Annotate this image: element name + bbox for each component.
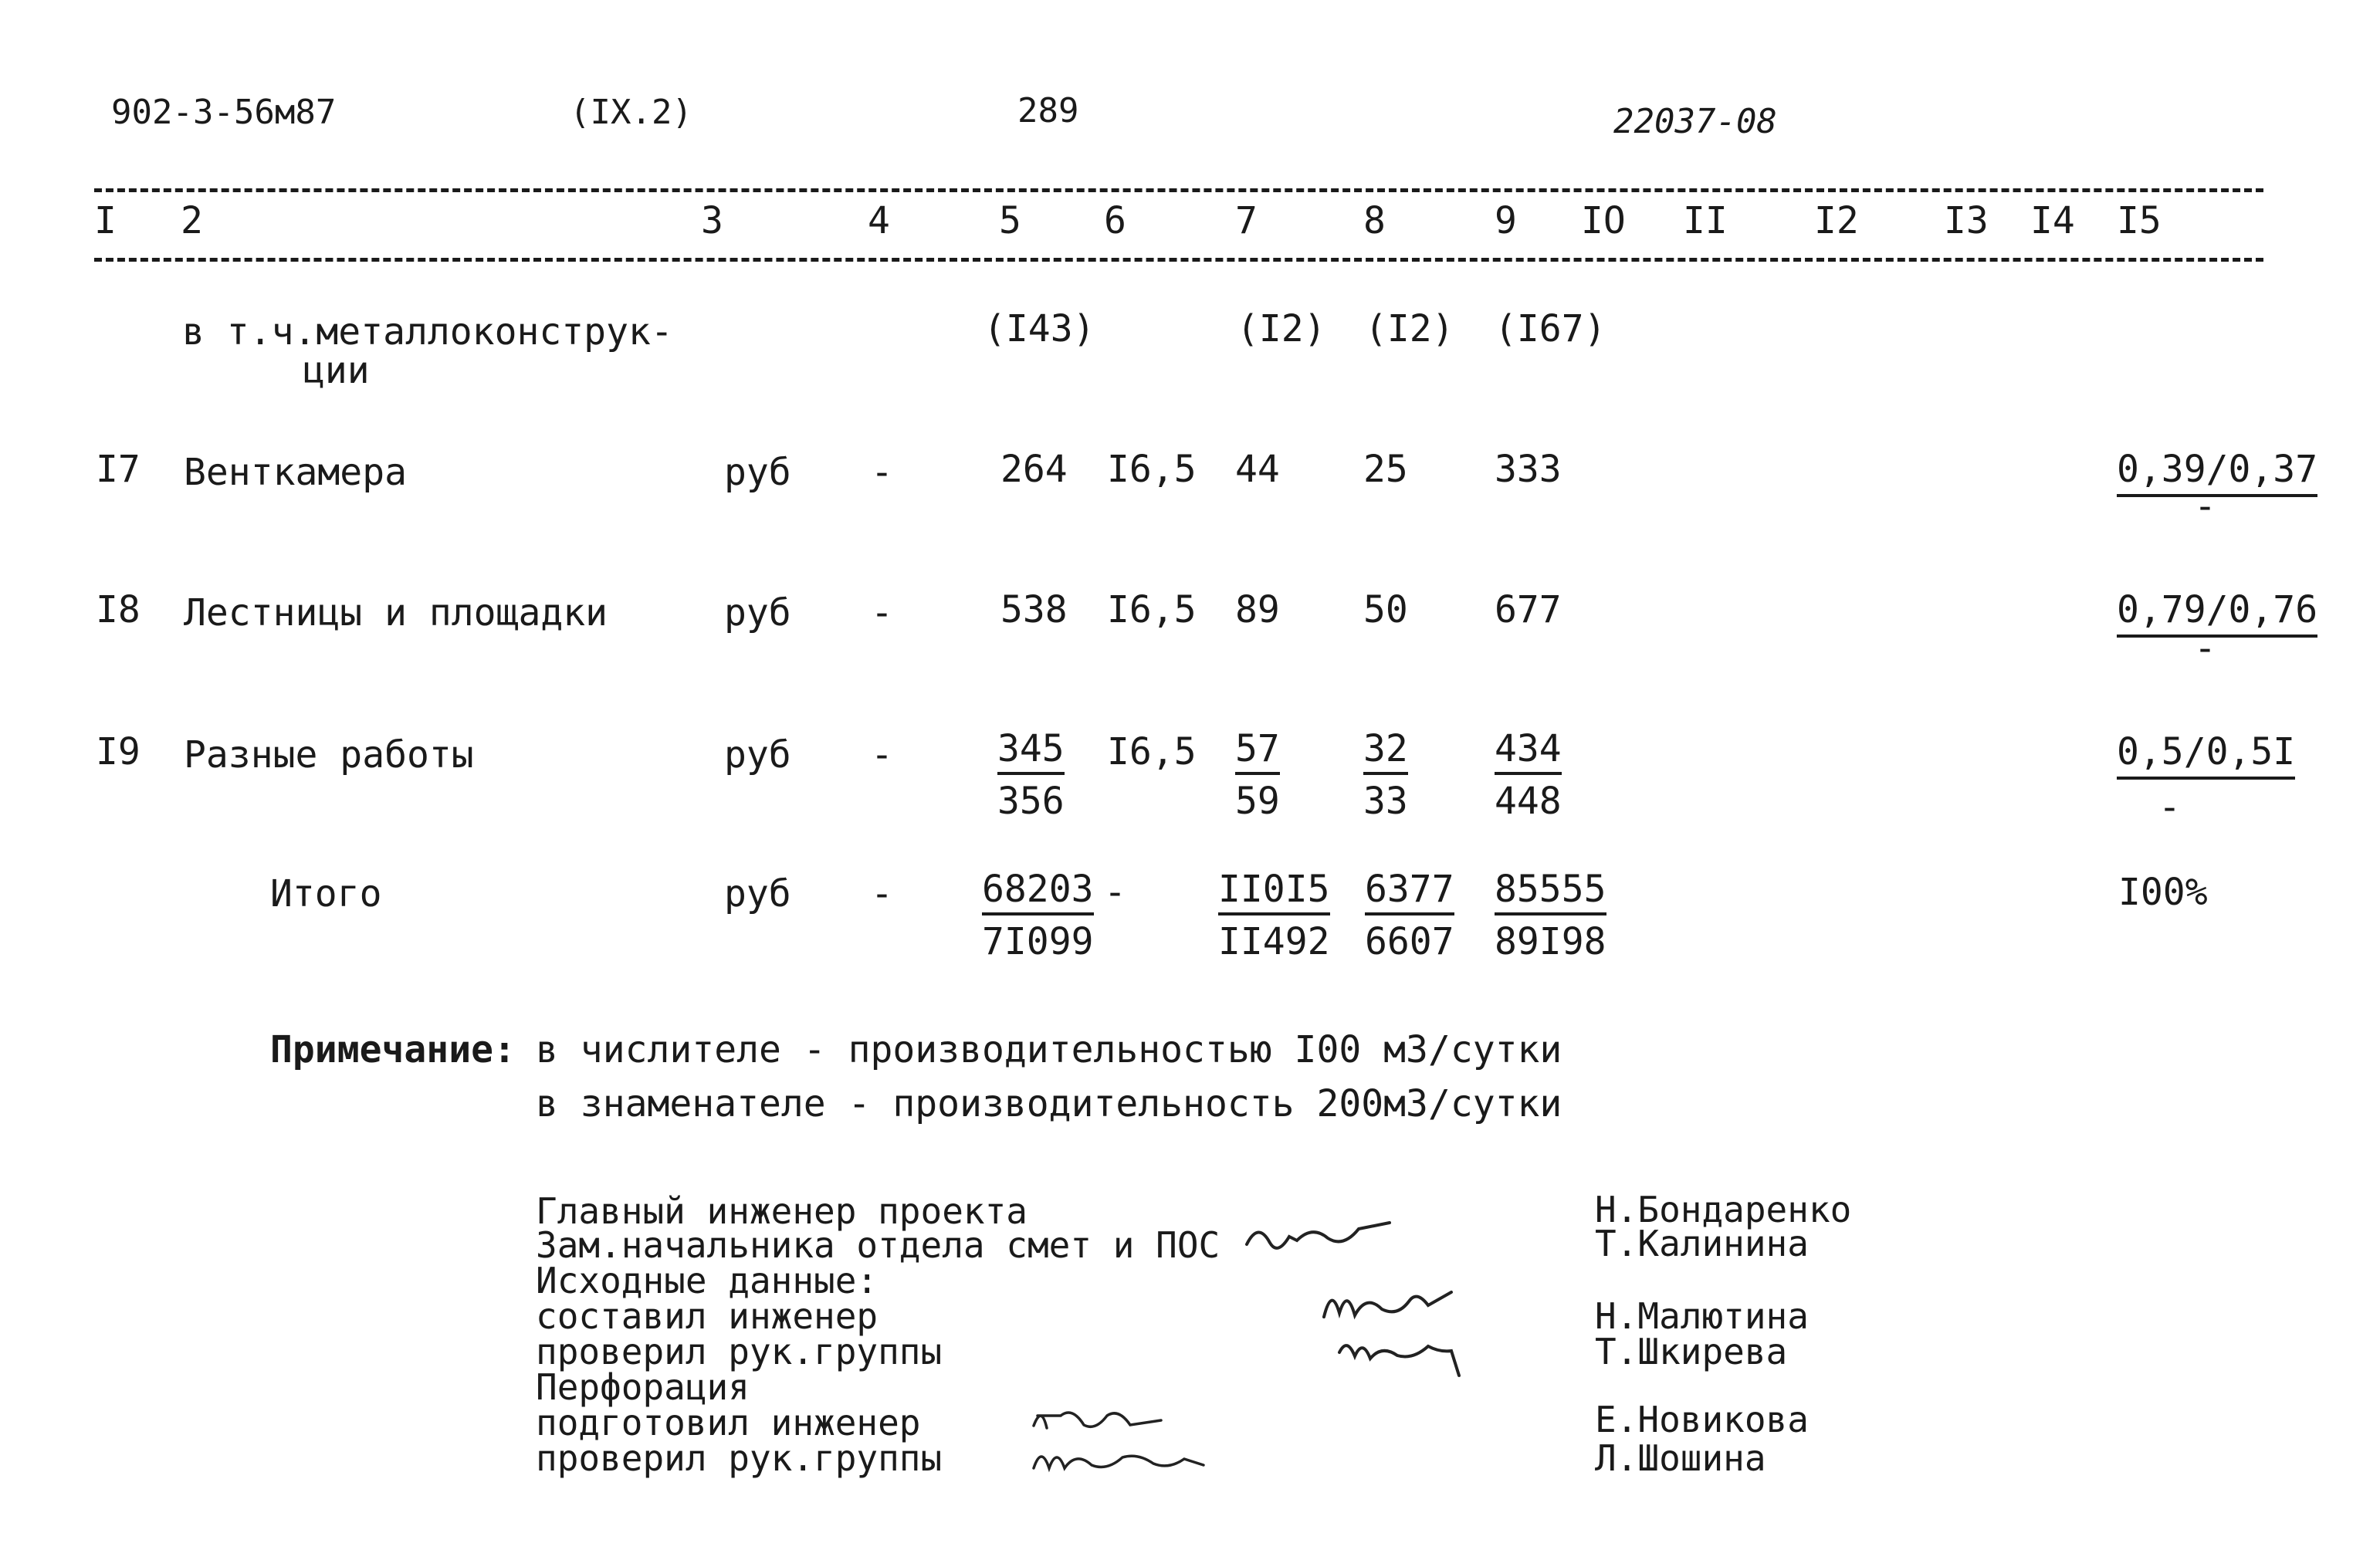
fraction-numerator: 57 (1235, 730, 1280, 775)
row-unit: руб (724, 591, 791, 635)
page-number: 289 (1017, 91, 1079, 130)
row-number: I7 (96, 448, 140, 491)
signatory-name: Л.Шошина (1595, 1437, 1766, 1479)
cell-col9: (I67) (1495, 307, 1606, 350)
fraction-numerator: 85555 (1495, 871, 1606, 915)
handwritten-signature (1320, 1278, 1467, 1325)
column-header: II (1683, 199, 1728, 242)
row-label-continued: ции (303, 349, 370, 392)
cell-col15-dash: - (2158, 786, 2181, 829)
cell-col4: - (871, 451, 893, 494)
fraction-denominator: 356 (997, 780, 1065, 823)
signatory-name: Т.Шкирева (1595, 1331, 1788, 1372)
row-name: Итого (270, 872, 382, 915)
cell-col8: (I2) (1365, 307, 1454, 350)
cell-col9: 677 (1495, 588, 1562, 631)
cell-col7-fraction (1218, 868, 1330, 963)
column-header: I4 (2030, 199, 2075, 242)
cell-col6: I6,5 (1107, 448, 1197, 491)
cell-col7-fraction (1235, 727, 1280, 823)
cell-col9: 333 (1495, 448, 1562, 491)
cell-col5-fraction (997, 727, 1065, 823)
table-top-rule (94, 188, 2263, 192)
column-header: I3 (1944, 199, 1989, 242)
row-label: в т.ч.металлоконструк- (182, 310, 673, 354)
cell-col8-fraction (1363, 727, 1408, 823)
column-header: 3 (701, 199, 723, 242)
cell-col6: I6,5 (1107, 730, 1197, 773)
cell-col4: - (871, 591, 893, 635)
fraction-denominator: 59 (1235, 780, 1280, 823)
column-header: I5 (2117, 199, 2162, 242)
signature-role: Зам.начальника отдела смет и ПОС (536, 1224, 1220, 1266)
cell-col5: 538 (1000, 588, 1068, 631)
row-unit: руб (724, 872, 791, 915)
row-unit: руб (724, 451, 791, 494)
column-header: 6 (1104, 199, 1126, 242)
column-header: I2 (1814, 199, 1859, 242)
cell-col5: 264 (1000, 448, 1068, 491)
signatory-name: Т.Калинина (1595, 1223, 1809, 1264)
signature-role: проверил рук.группы (536, 1437, 943, 1479)
row-unit: руб (724, 733, 791, 777)
cell-col7: (I2) (1237, 307, 1326, 350)
row-name: Венткамера (184, 451, 407, 494)
column-header: 5 (999, 199, 1021, 242)
cell-col15: I00% (2118, 871, 2208, 914)
row-name: Разные работы (184, 733, 474, 777)
cell-col4: - (871, 733, 893, 777)
fraction-denominator: 89I98 (1495, 920, 1606, 963)
row-name: Лестницы и площадки (184, 591, 608, 635)
handwritten-signature (1030, 1399, 1169, 1437)
cell-col9-fraction (1495, 868, 1606, 963)
cell-col15: 0,39/0,37 (2117, 448, 2317, 497)
cell-col8: 50 (1363, 588, 1408, 631)
signatory-name: Н.Малютина (1595, 1295, 1809, 1337)
signature-role: подготовил инженер (536, 1402, 921, 1443)
fraction-denominator: 33 (1363, 780, 1408, 823)
fraction-numerator: 6377 (1365, 871, 1454, 915)
cell-col5-fraction (982, 868, 1094, 963)
column-header: IO (1581, 199, 1626, 242)
cell-col7: 89 (1235, 588, 1280, 631)
fraction-numerator: II0I5 (1218, 871, 1330, 915)
fraction-numerator: 345 (997, 730, 1065, 775)
cell-col9-fraction (1495, 727, 1562, 823)
signature-role: Перфорация (536, 1366, 750, 1408)
cell-col8: 25 (1363, 448, 1408, 491)
sheet-code: 22037-08 (1613, 102, 1777, 141)
signature-role: составил инженер (536, 1295, 879, 1337)
fraction-denominator: 7I099 (982, 920, 1094, 963)
fraction-denominator: 448 (1495, 780, 1562, 823)
cell-col15: 0,79/0,76 (2117, 588, 2317, 638)
note-line-2: в знаменателе - производительность 200м3/сутки (536, 1082, 1562, 1125)
signature-role: проверил рук.группы (536, 1331, 943, 1372)
fraction-numerator: 32 (1363, 730, 1408, 775)
fraction-numerator: 68203 (982, 871, 1094, 915)
signature-role: Исходные данные: (536, 1260, 879, 1301)
handwritten-signature (1243, 1213, 1397, 1260)
fraction-denominator: 6607 (1365, 920, 1454, 963)
column-header: 9 (1495, 199, 1517, 242)
fraction-denominator: II492 (1218, 920, 1330, 963)
fraction-numerator: 434 (1495, 730, 1562, 775)
signature-role: Главный инженер проекта (536, 1190, 1027, 1232)
column-header: 4 (868, 199, 890, 242)
document-code: 902-3-56м87 (111, 93, 337, 132)
cell-col7: 44 (1235, 448, 1280, 491)
signatory-name: Е.Новикова (1595, 1399, 1809, 1440)
cell-col4: - (871, 872, 893, 915)
row-number: I8 (96, 588, 140, 631)
cell-col15: 0,5/0,5I (2117, 730, 2295, 780)
cell-col15-dash: - (2194, 627, 2216, 670)
signatory-name: Н.Бондаренко (1595, 1189, 1852, 1230)
section-code: (IX.2) (570, 93, 692, 132)
row-number: I9 (96, 730, 140, 773)
column-header: 2 (181, 199, 203, 242)
column-header: I (94, 199, 117, 242)
cell-col6: I6,5 (1107, 588, 1197, 631)
cell-col6: - (1104, 871, 1126, 914)
cell-col8-fraction (1365, 868, 1454, 963)
note-line-1: в числителе - производительностью I00 м3/сутки (536, 1028, 1562, 1071)
cell-col5: (I43) (983, 307, 1095, 350)
column-header: 8 (1363, 199, 1386, 242)
handwritten-signature (1030, 1437, 1207, 1476)
table-header-rule (94, 258, 2263, 262)
column-header: 7 (1235, 199, 1258, 242)
handwritten-signature (1336, 1329, 1474, 1383)
cell-col15-dash: - (2194, 485, 2216, 528)
note-label: Примечание: (270, 1028, 516, 1071)
